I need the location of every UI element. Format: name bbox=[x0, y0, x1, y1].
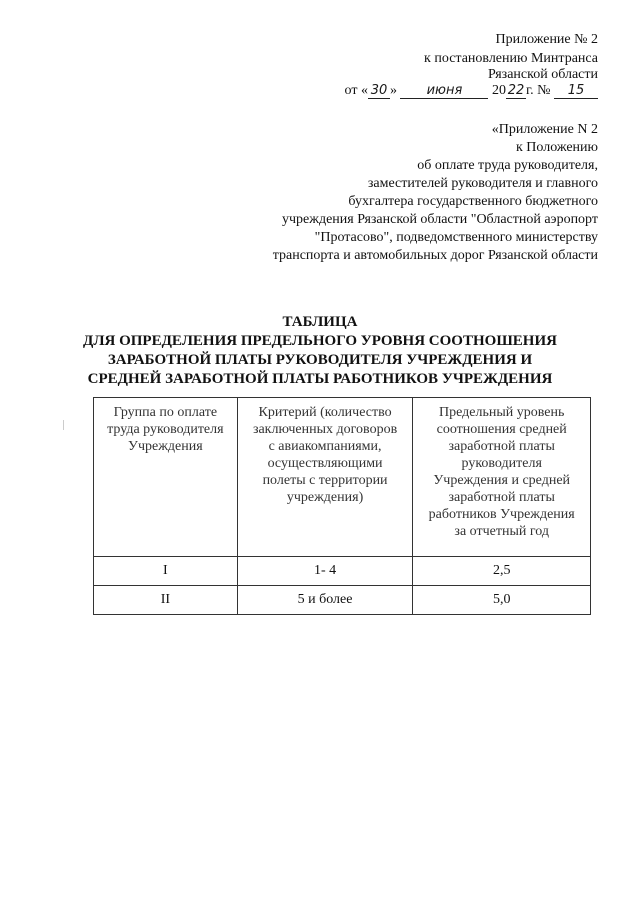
reference-line-6: учреждения Рязанской области "Областной аэропорт bbox=[282, 212, 598, 227]
reference-line-3: об оплате труда руководителя, bbox=[417, 158, 598, 173]
cell-criterion: 1- 4 bbox=[237, 557, 413, 586]
header-ratio-limit bbox=[413, 398, 591, 557]
cell-group: II bbox=[94, 586, 238, 615]
header-ratio-line: руководителя bbox=[461, 456, 542, 471]
document-subtitle-line-3: СРЕДНЕЙ ЗАРАБОТНОЙ ПЛАТЫ РАБОТНИКОВ УЧРЕЖДЕНИЯ bbox=[87, 371, 553, 387]
reference-line-4: заместителей руководителя и главного bbox=[367, 176, 598, 191]
header-criterion-line: заключенных договоров bbox=[252, 422, 398, 437]
decree-date-line bbox=[345, 83, 598, 99]
header-criterion-line: с авиакомпаниями, bbox=[268, 439, 382, 454]
date-year: 22 bbox=[507, 83, 525, 98]
header-ratio-line: за отчетный год bbox=[454, 524, 549, 539]
date-day: 30 bbox=[368, 83, 390, 99]
number-prefix: г. № bbox=[525, 83, 551, 98]
header-ratio-line: заработной платы bbox=[448, 439, 555, 454]
header-ratio-line: работников Учреждения bbox=[428, 507, 575, 522]
reference-line-8: транспорта и автомобильных дорог Рязанской области bbox=[272, 248, 598, 263]
document-subtitle-line-1: ДЛЯ ОПРЕДЕЛЕНИЯ ПРЕДЕЛЬНОГО УРОВНЯ СООТНОШЕНИЯ bbox=[83, 333, 557, 349]
date-prefix: от « bbox=[344, 83, 368, 98]
document-subtitle-line-2: ЗАРАБОТНОЙ ПЛАТЫ РУКОВОДИТЕЛЯ УЧРЕЖДЕНИЯ И bbox=[107, 352, 533, 368]
decree-number: 15 bbox=[554, 83, 598, 99]
reference-line-2: к Положению bbox=[515, 140, 598, 155]
scan-mark bbox=[63, 420, 64, 430]
date-day-close: » bbox=[389, 83, 397, 98]
cell-group: I bbox=[94, 557, 238, 586]
reference-line-1: «Приложение N 2 bbox=[491, 122, 598, 137]
header-criterion-line: Критерий (количество bbox=[258, 405, 392, 420]
header-criterion-line: осуществляющими bbox=[267, 456, 383, 471]
table-header-row bbox=[94, 398, 591, 557]
header-group bbox=[94, 398, 238, 557]
header-ratio-line: Предельный уровень bbox=[439, 405, 565, 420]
header-group-line: Учреждения bbox=[128, 439, 203, 454]
year-prefix: 20 bbox=[491, 83, 506, 98]
reference-line-7: "Протасово", подведомственного министерству bbox=[314, 230, 598, 245]
ratio-table bbox=[93, 397, 591, 615]
header-group-line: труда руководителя bbox=[107, 422, 224, 437]
appendix-region: Рязанской области bbox=[487, 67, 598, 82]
header-criterion bbox=[237, 398, 413, 557]
header-ratio-line: соотношения средней bbox=[436, 422, 567, 437]
date-month: июня bbox=[400, 83, 488, 99]
table-row bbox=[94, 557, 591, 586]
header-criterion-line: учреждения) bbox=[286, 490, 364, 505]
header-ratio-line: заработной платы bbox=[448, 490, 555, 505]
header-criterion-line: полеты с территории bbox=[262, 473, 388, 488]
appendix-number: Приложение № 2 bbox=[495, 32, 598, 47]
cell-ratio: 2,5 bbox=[413, 557, 591, 586]
header-group-line: Группа по оплате bbox=[113, 405, 218, 420]
header-ratio-line: Учреждения и средней bbox=[433, 473, 571, 488]
reference-line-5: бухгалтера государственного бюджетного bbox=[348, 194, 598, 209]
cell-criterion: 5 и более bbox=[237, 586, 413, 615]
appendix-decree-ref: к постановлению Минтранса bbox=[424, 51, 598, 66]
table-row bbox=[94, 586, 591, 615]
cell-ratio: 5,0 bbox=[413, 586, 591, 615]
document-title: ТАБЛИЦА bbox=[282, 314, 358, 330]
